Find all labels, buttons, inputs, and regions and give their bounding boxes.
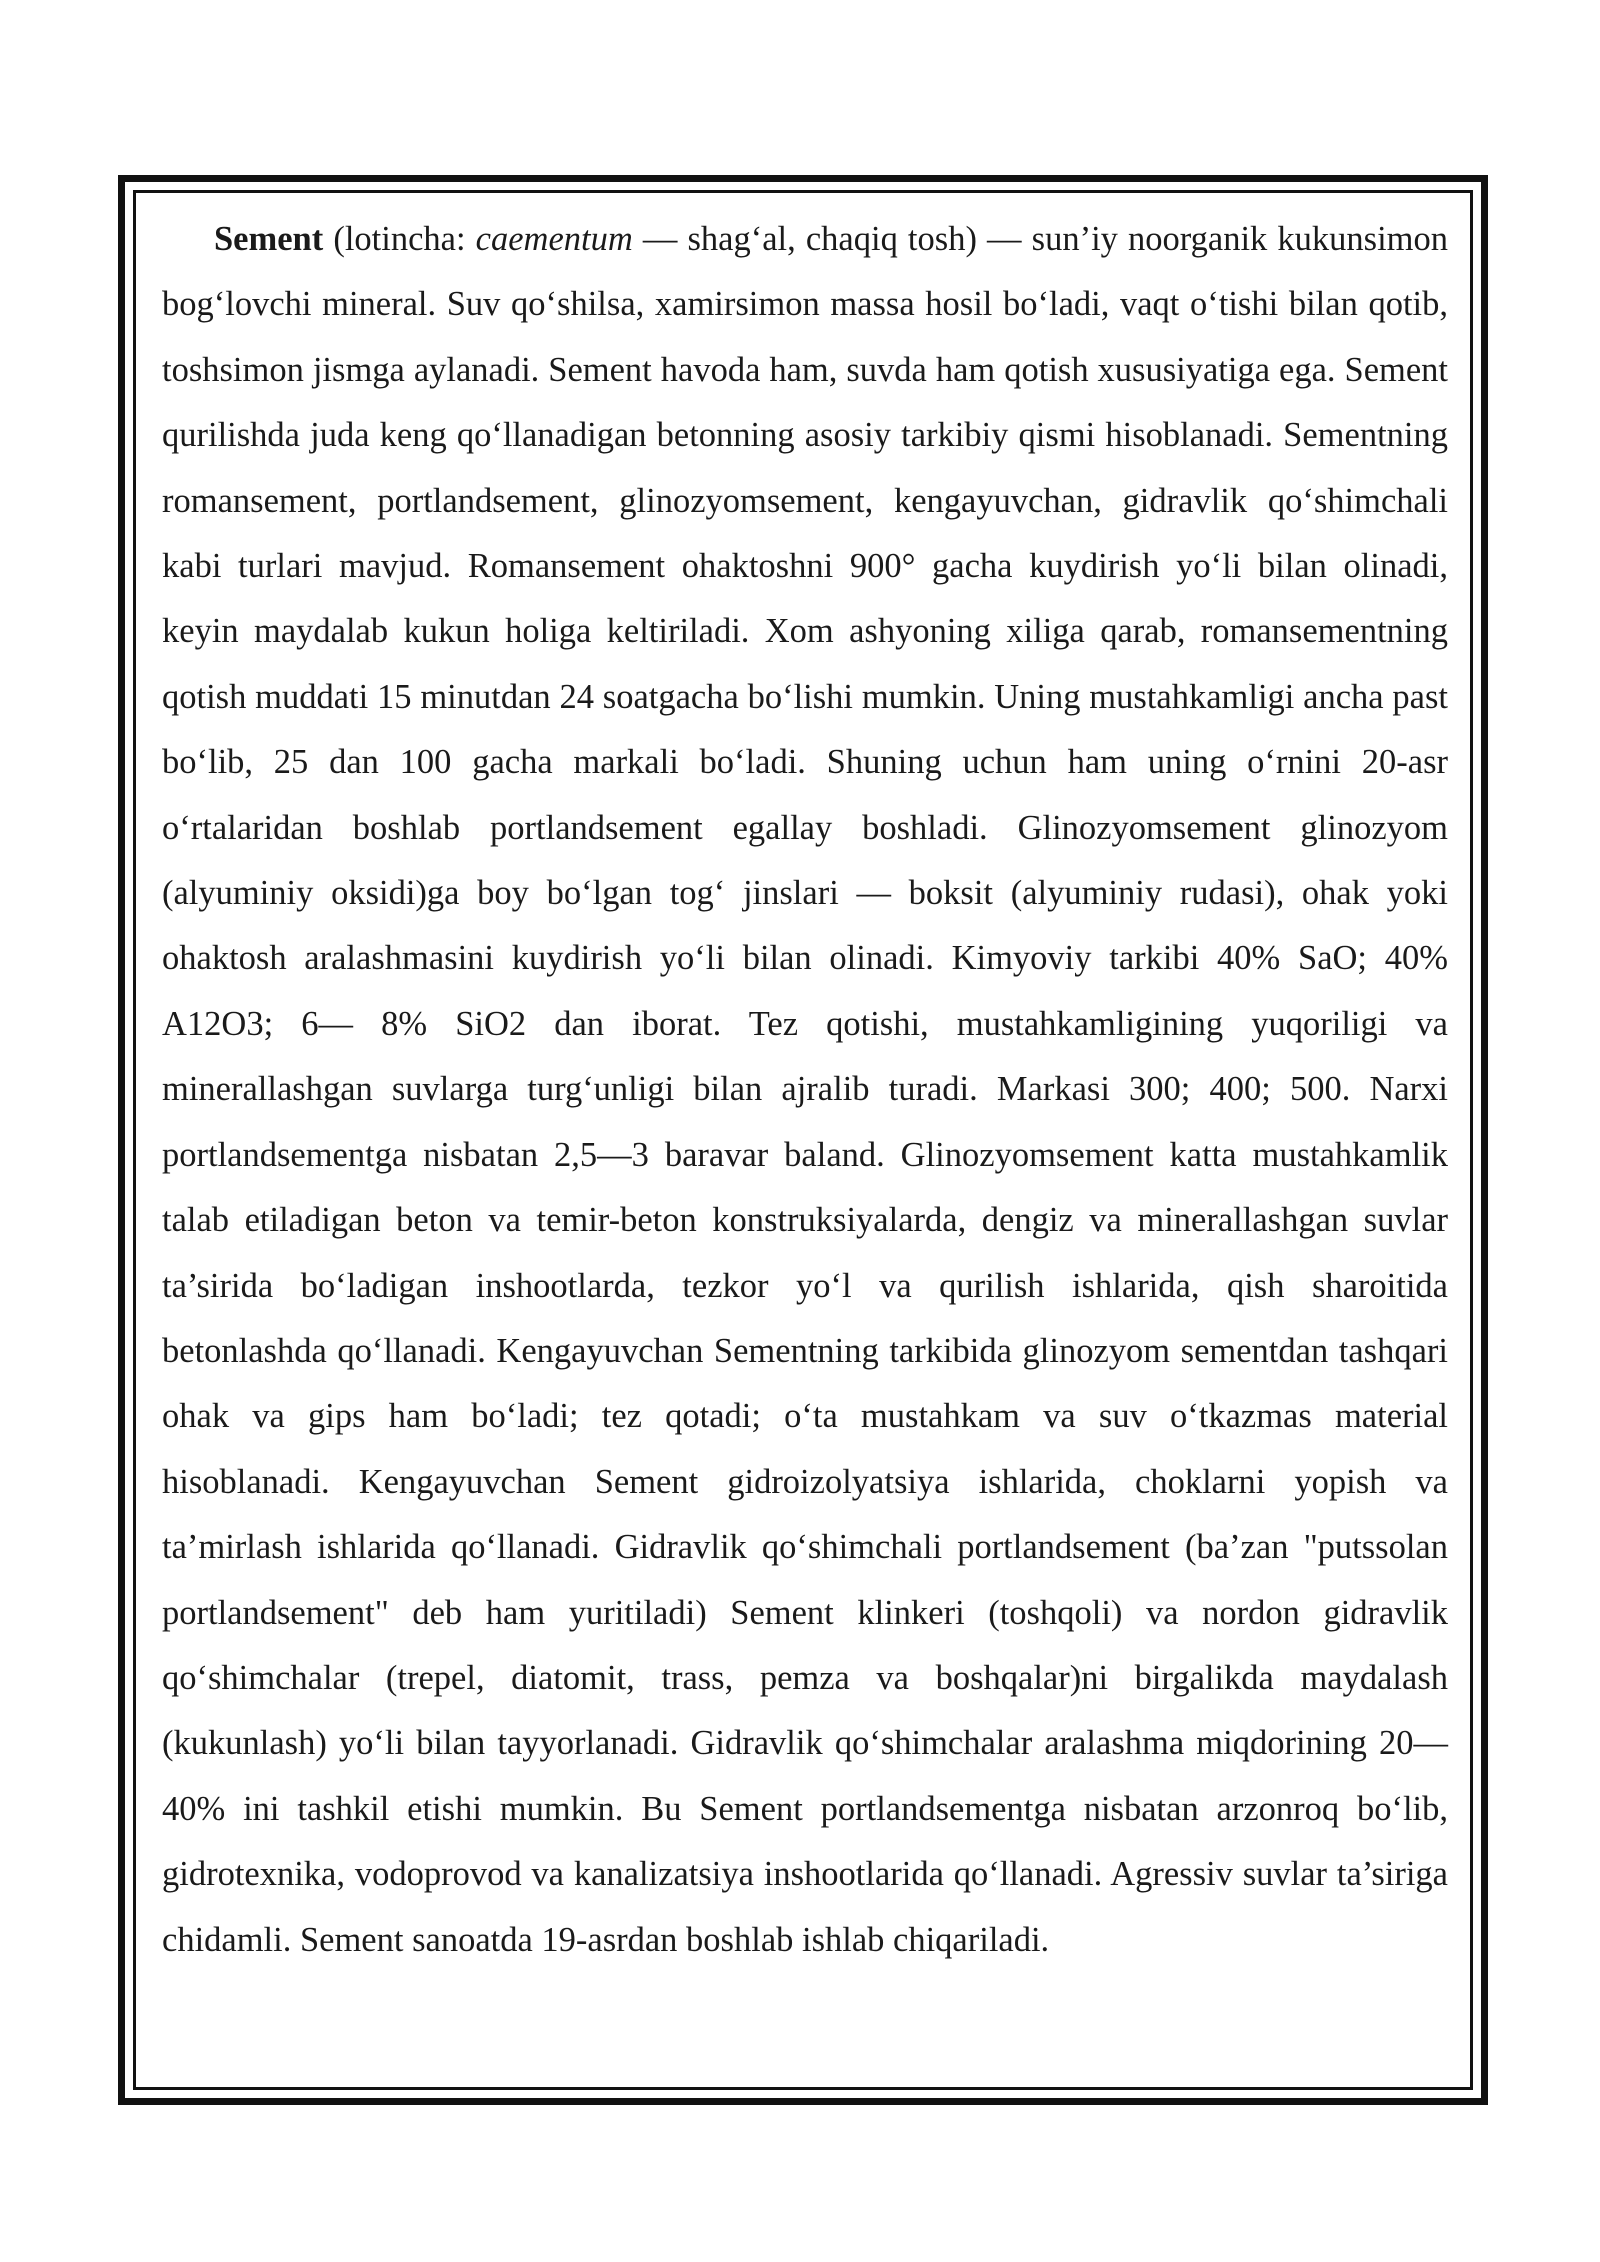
article-term: Sement (214, 220, 324, 258)
latin-word: caementum (475, 220, 633, 258)
latin-prefix: (lotincha: (323, 220, 476, 258)
article-paragraph (162, 207, 1448, 1973)
page-border-inner (133, 190, 1473, 2090)
page-border-outer (118, 175, 1488, 2105)
article-body: — shag‘al, chaqiq tosh) — sun’iy noorganik kukunsimon bog‘lovchi mineral. Suv qo‘shilsa, xamirsimon massa hosil bo‘ladi, vaqt o‘tishi bilan qotib, toshsimon jismga aylanadi. Sement havoda ham, suvda ham qotish xususiyatiga ega. Sement qurilishda juda keng qo‘llanadigan betonning asosiy tarkibiy qismi hisoblanadi. Sementning romansement, portlandsement, glinozyomsement, kengayuvchan, gidravlik qo‘shimchali kabi turlari mavjud. Romansement ohaktoshni 900° gacha kuydirish yo‘li bilan olinadi, keyin maydalab kukun holiga keltiriladi. Xom ashyoning xiliga qarab, romansementning qotish muddati 15 minutdan 24 soatgacha bo‘lishi mumkin. Uning mustahkamligi ancha past bo‘lib, 25 dan 100 gacha markali bo‘ladi. Shuning uchun ham uning o‘rnini 20-asr o‘rtalaridan boshlab portlandsement egallay boshladi. Glinozyomsement glinozyom (alyuminiy oksidi)ga boy bo‘lgan tog‘ jinslari — boksit (alyuminiy rudasi), ohak yoki ohaktosh aralashmasini kuydirish yo‘li bilan olinadi. Kimyoviy tarkibi 40% SaO; 40% A12O3; 6— 8% SiO2 dan iborat. Tez qotishi, mustahkamligining yuqoriligi va minerallashgan suvlarga turg‘unligi bilan ajralib turadi. Markasi 300; 400; 500. Narxi portlandsementga nisbatan 2,5—3 baravar baland. Glinozyomsement katta mustahkamlik talab etiladigan beton va temir-beton konstruksiyalarda, dengiz va minerallashgan suvlar ta’sirida bo‘ladigan inshootlarda, tezkor yo‘l va qurilish ishlarida, qish sharoitida betonlashda qo‘llanadi. Kengayuvchan Sementning tarkibida glinozyom sementdan tashqari ohak va gips ham bo‘ladi; tez qotadi; o‘ta mustahkam va suv o‘tkazmas material hisoblanadi. Kengayuvchan Sement gidroizolyatsiya ishlarida, choklarni yopish va ta’mirlash ishlarida qo‘llanadi. Gidravlik qo‘shimchali portlandsement (ba’zan "putssolan portlandsement" deb ham yuritiladi) Sement klinkeri (toshqoli) va nordon gidravlik qo‘shimchalar (trepel, diatomit, trass, pemza va boshqalar)ni birgalikda maydalash (kukunlash) yo‘li bilan tayyorlanadi. Gidravlik qo‘shimchalar aralashma miqdorining 20—40% ini tashkil etishi mumkin. Bu Sement portlandsementga nisbatan arzonroq bo‘lib, gidrotexnika, vodoprovod va kanalizatsiya inshootlarida qo‘llanadi. Agressiv suvlar ta’siriga chidamli. Sement sanoatda 19-asrdan boshlab ishlab chiqariladi. (162, 220, 1448, 1959)
